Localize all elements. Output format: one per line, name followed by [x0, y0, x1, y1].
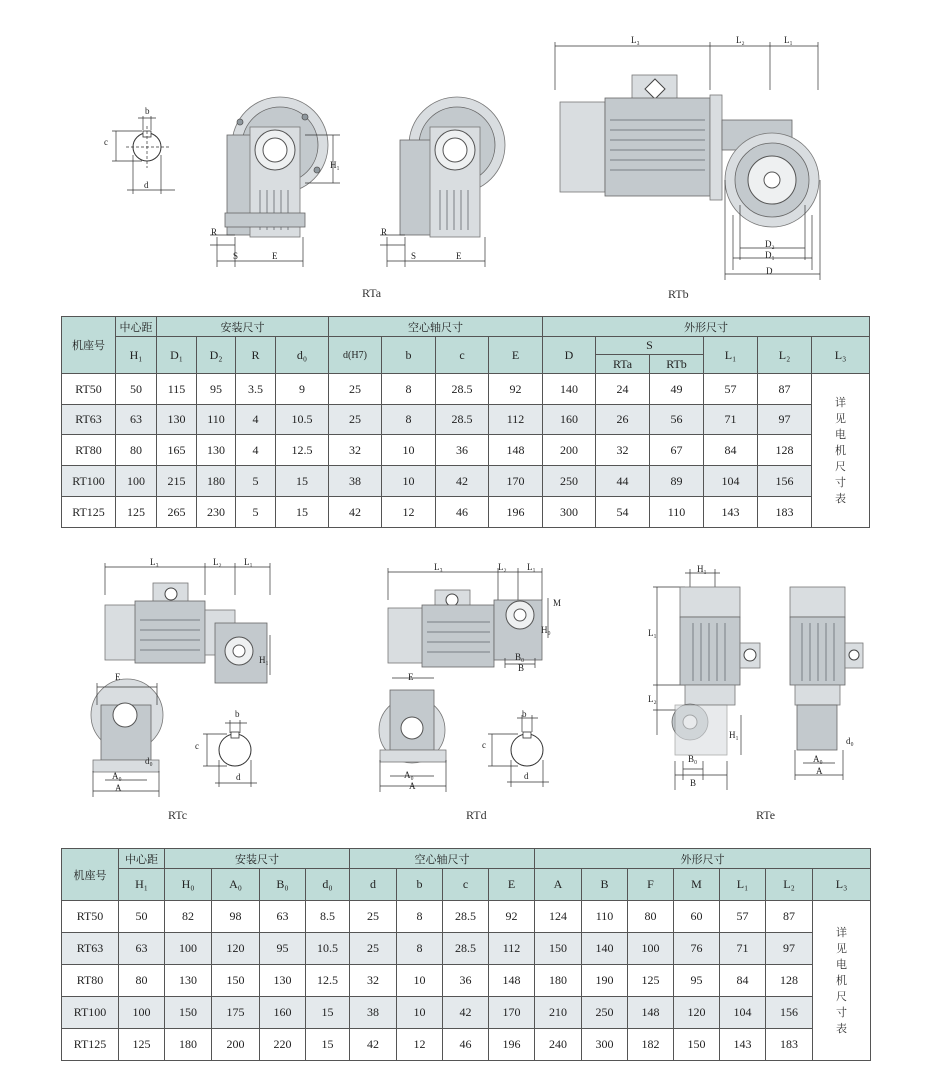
cell: 12	[382, 497, 436, 528]
rtd-drawing	[370, 560, 575, 805]
cell: RT63	[62, 933, 119, 965]
t2-group-shaft: 空心轴尺寸	[350, 849, 535, 869]
t2-col-b0: B₀	[260, 869, 306, 901]
cell: 128	[758, 435, 812, 466]
cell: 300	[582, 1029, 628, 1061]
cell: 240	[535, 1029, 582, 1061]
cell: 196	[489, 1029, 535, 1061]
cell: 150	[674, 1029, 720, 1061]
rte-label-b0: B₀	[688, 754, 698, 764]
cell: 150	[212, 965, 260, 997]
cell: 110	[197, 405, 236, 435]
t1-col-d0: d₀	[276, 337, 329, 374]
t1-col-b: b	[382, 337, 436, 374]
cell: 46	[436, 497, 489, 528]
rte-caption: RTe	[756, 808, 776, 822]
cell: 115	[157, 374, 197, 405]
note-char: 电	[836, 957, 848, 971]
table-row	[62, 466, 870, 497]
rtc-label-h1: H₁	[259, 655, 269, 665]
cell: 112	[489, 405, 543, 435]
cell: 300	[543, 497, 596, 528]
cell: 92	[489, 901, 535, 933]
cell: 36	[436, 435, 489, 466]
rtc-label-e: E	[115, 672, 121, 682]
cell: 87	[758, 374, 812, 405]
note-char: 详	[836, 925, 848, 939]
cell: 190	[582, 965, 628, 997]
rtd-label-d: d	[524, 771, 529, 781]
cell: 44	[596, 466, 650, 497]
cell: 57	[704, 374, 758, 405]
shaft-label-b: b	[145, 106, 150, 116]
cell: 57	[720, 901, 766, 933]
note-char: 机	[836, 973, 848, 987]
t2-col-f: F	[628, 869, 674, 901]
t1-note-see-motor-table	[812, 374, 870, 528]
rtd-label-b0: B₀	[515, 652, 525, 662]
cell: 180	[165, 1029, 212, 1061]
rtb-label-l2: L₂	[736, 35, 745, 45]
note-char: 见	[835, 411, 846, 425]
cell: 87	[766, 901, 813, 933]
cell: 9	[276, 374, 329, 405]
cell: 160	[543, 405, 596, 435]
cell: 175	[212, 997, 260, 1029]
cell: RT80	[62, 965, 119, 997]
rte-label-l1: L₁	[648, 628, 657, 638]
cell: 120	[674, 997, 720, 1029]
cell: 3.5	[236, 374, 276, 405]
cell: 60	[674, 901, 720, 933]
spec-table-rtc-rtd-rte	[61, 848, 871, 1061]
cell: 10	[382, 466, 436, 497]
cell: 125	[119, 1029, 165, 1061]
rta-drawing-1	[205, 95, 345, 270]
rta-label-h1: H₁	[330, 160, 340, 170]
t2-col-d: d	[350, 869, 397, 901]
rtb-drawing	[550, 30, 850, 285]
cell: 38	[329, 466, 382, 497]
t1-group-outline: 外形尺寸	[543, 317, 870, 337]
t2-col-a: A	[535, 869, 582, 901]
cell: 140	[543, 374, 596, 405]
t1-col-d: D	[543, 337, 596, 374]
cell: 130	[260, 965, 306, 997]
t2-col-b: b	[397, 869, 443, 901]
t1-col-e: E	[489, 337, 543, 374]
cell: RT100	[62, 997, 119, 1029]
cell: 50	[119, 901, 165, 933]
cell: 124	[535, 901, 582, 933]
rta2-label-e: E	[456, 251, 462, 261]
table-row	[62, 1029, 871, 1061]
cell: 50	[116, 374, 157, 405]
rtd-label-l2: L₂	[498, 562, 507, 572]
rta-label-r: R	[211, 227, 218, 237]
rtb-caption: RTb	[668, 287, 689, 301]
cell: 28.5	[436, 374, 489, 405]
t2-col-d0: d₀	[306, 869, 350, 901]
t2-col-bb: B	[582, 869, 628, 901]
cell: 42	[443, 997, 489, 1029]
cell: 148	[489, 965, 535, 997]
rtc-label-d0: d₀	[145, 756, 153, 766]
t2-col-l2: L₂	[766, 869, 813, 901]
cell: 12.5	[276, 435, 329, 466]
table-row	[62, 997, 871, 1029]
cell: 98	[212, 901, 260, 933]
rtd-label-c: c	[482, 740, 486, 750]
cell: 10	[397, 965, 443, 997]
cell: 140	[582, 933, 628, 965]
cell: 5	[236, 466, 276, 497]
cell: 42	[436, 466, 489, 497]
rtd-label-a: A	[409, 781, 416, 791]
t2-note-see-motor-table	[813, 901, 871, 1061]
cell: 230	[197, 497, 236, 528]
cell: 54	[596, 497, 650, 528]
cell: 36	[443, 965, 489, 997]
cell: 63	[260, 901, 306, 933]
t1-col-l3: L₃	[812, 337, 870, 374]
cell: 10	[397, 997, 443, 1029]
table-row	[62, 435, 870, 466]
cell: 110	[582, 901, 628, 933]
cell: 15	[306, 1029, 350, 1061]
cell: 148	[628, 997, 674, 1029]
t1-group-center: 中心距	[116, 317, 157, 337]
t1-col-l1: L₁	[704, 337, 758, 374]
t1-col-r: R	[236, 337, 276, 374]
cell: 25	[329, 405, 382, 435]
rte-label-d0: d₀	[846, 736, 854, 746]
rtc-label-b: b	[235, 709, 240, 719]
rta-label-s: S	[233, 251, 239, 261]
table-row	[62, 374, 870, 405]
cell: 15	[276, 466, 329, 497]
rta2-label-r: R	[381, 227, 388, 237]
cell: 170	[489, 466, 543, 497]
t2-col-a0: A₀	[212, 869, 260, 901]
cell: 120	[212, 933, 260, 965]
cell: 24	[596, 374, 650, 405]
cell: 215	[157, 466, 197, 497]
table-row	[62, 901, 871, 933]
cell: 84	[720, 965, 766, 997]
cell: 32	[350, 965, 397, 997]
rtd-caption: RTd	[466, 808, 487, 822]
cell: 4	[236, 435, 276, 466]
cell: 265	[157, 497, 197, 528]
rte-label-a0: A₀	[813, 754, 823, 764]
t2-row-header: 机座号	[62, 849, 119, 901]
t1-row-header: 机座号	[62, 317, 116, 374]
cell: 32	[329, 435, 382, 466]
t2-col-l1: L₁	[720, 869, 766, 901]
cell: 26	[596, 405, 650, 435]
cell: 4	[236, 405, 276, 435]
cell: 15	[306, 997, 350, 1029]
cell: 148	[489, 435, 543, 466]
cell: 32	[596, 435, 650, 466]
cell: 25	[350, 933, 397, 965]
note-char: 表	[836, 1021, 848, 1035]
rta-drawing-2	[375, 95, 515, 270]
rte-label-bb: B	[690, 778, 697, 788]
t1-col-h1: H₁	[116, 337, 157, 374]
t1-col-s-rtb: RTb	[650, 355, 704, 374]
rte-label-h0: H₁	[729, 730, 739, 740]
t2-col-m: M	[674, 869, 720, 901]
cell: 128	[766, 965, 813, 997]
cell: 180	[197, 466, 236, 497]
cell: 165	[157, 435, 197, 466]
note-char: 详	[835, 395, 846, 409]
rtd-label-a0: A₀	[404, 770, 414, 780]
rtc-label-a0: A₀	[112, 771, 122, 781]
rte-label-h1: H₁	[697, 564, 707, 574]
rtc-caption: RTc	[168, 808, 188, 822]
cell: 104	[720, 997, 766, 1029]
table-row	[62, 405, 870, 435]
cell: 10.5	[306, 933, 350, 965]
cell: 220	[260, 1029, 306, 1061]
cell: 8	[397, 933, 443, 965]
rtd-label-bb: B	[518, 663, 525, 673]
cell: 12.5	[306, 965, 350, 997]
rtc-label-l2: L₂	[213, 557, 222, 567]
cell: 143	[720, 1029, 766, 1061]
cell: RT50	[62, 374, 116, 405]
cell: 42	[329, 497, 382, 528]
t1-col-c: c	[436, 337, 489, 374]
cell: 42	[350, 1029, 397, 1061]
rtb-label-d2: D₂	[765, 239, 775, 249]
note-char: 见	[836, 941, 848, 955]
t1-col-d1: D₁	[157, 337, 197, 374]
t2-group-install: 安装尺寸	[165, 849, 350, 869]
cell: 28.5	[436, 405, 489, 435]
t1-col-dh7: d(H7)	[329, 337, 382, 374]
rtd-label-h0: H₀	[541, 625, 551, 635]
rtd-label-l3: L₃	[434, 562, 443, 572]
t1-group-install: 安装尺寸	[157, 317, 329, 337]
cell: RT50	[62, 901, 119, 933]
shaft-label-c: c	[104, 137, 108, 147]
cell: 28.5	[443, 933, 489, 965]
cell: 97	[758, 405, 812, 435]
cell: 100	[165, 933, 212, 965]
cell: 100	[119, 997, 165, 1029]
cell: 10.5	[276, 405, 329, 435]
cell: 183	[766, 1029, 813, 1061]
rta-label-e: E	[272, 251, 278, 261]
cell: 46	[443, 1029, 489, 1061]
note-char: 表	[835, 491, 846, 505]
cell: 80	[119, 965, 165, 997]
cell: 125	[628, 965, 674, 997]
cell: 200	[543, 435, 596, 466]
cell: 63	[116, 405, 157, 435]
rtc-drawing	[75, 555, 280, 805]
rtc-label-c: c	[195, 741, 199, 751]
cell: RT125	[62, 497, 116, 528]
cell: 100	[628, 933, 674, 965]
cell: 95	[674, 965, 720, 997]
cell: 150	[165, 997, 212, 1029]
cell: 63	[119, 933, 165, 965]
rtc-label-d: d	[236, 772, 241, 782]
cell: 80	[628, 901, 674, 933]
cell: RT100	[62, 466, 116, 497]
t2-col-l3: L₃	[813, 869, 871, 901]
note-char: 机	[835, 443, 846, 457]
note-char: 电	[835, 427, 846, 441]
cell: 183	[758, 497, 812, 528]
t2-group-center: 中心距	[119, 849, 165, 869]
note-char: 寸	[836, 1005, 848, 1019]
cell: 130	[165, 965, 212, 997]
rtd-label-b: b	[522, 709, 527, 719]
cell: 130	[157, 405, 197, 435]
note-char: 尺	[836, 989, 848, 1003]
cell: 71	[720, 933, 766, 965]
cell: 84	[704, 435, 758, 466]
t2-group-outline: 外形尺寸	[535, 849, 871, 869]
rtb-label-d: D	[766, 266, 773, 276]
cell: 28.5	[443, 901, 489, 933]
cell: 210	[535, 997, 582, 1029]
spec-table-rta-rtb	[61, 316, 870, 528]
cell: 97	[766, 933, 813, 965]
t1-col-s: S	[596, 337, 704, 355]
t1-group-shaft: 空心轴尺寸	[329, 317, 543, 337]
cell: 8	[382, 374, 436, 405]
cell: 76	[674, 933, 720, 965]
cell: 8	[397, 901, 443, 933]
cell: 25	[350, 901, 397, 933]
cell: RT63	[62, 405, 116, 435]
cell: 8.5	[306, 901, 350, 933]
rtc-label-l1: L₁	[244, 557, 253, 567]
table-row	[62, 497, 870, 528]
cell: 250	[543, 466, 596, 497]
rtb-label-l3: L₃	[631, 35, 640, 45]
t1-col-l2: L₂	[758, 337, 812, 374]
cell: 82	[165, 901, 212, 933]
rte-label-a: A	[816, 766, 823, 776]
rtd-label-m: M	[553, 598, 562, 608]
cell: 160	[260, 997, 306, 1029]
t2-col-h1: H₁	[119, 869, 165, 901]
cell: 200	[212, 1029, 260, 1061]
cell: 8	[382, 405, 436, 435]
cell: 89	[650, 466, 704, 497]
cell: 130	[197, 435, 236, 466]
cell: 10	[382, 435, 436, 466]
cell: 15	[276, 497, 329, 528]
cell: 12	[397, 1029, 443, 1061]
table-row	[62, 965, 871, 997]
cell: 125	[116, 497, 157, 528]
rtb-label-d1: D₁	[765, 250, 775, 260]
rtb-label-l1: L₁	[784, 35, 793, 45]
cell: 100	[116, 466, 157, 497]
cell: 104	[704, 466, 758, 497]
cell: 80	[116, 435, 157, 466]
rte-drawing	[645, 565, 870, 805]
rta2-label-s: S	[411, 251, 417, 261]
cell: RT80	[62, 435, 116, 466]
cell: 170	[489, 997, 535, 1029]
rtd-label-l1: L₁	[527, 562, 536, 572]
cell: 150	[535, 933, 582, 965]
cell: 156	[766, 997, 813, 1029]
cell: 112	[489, 933, 535, 965]
cell: 5	[236, 497, 276, 528]
t2-col-e: E	[489, 869, 535, 901]
rta-caption: RTa	[362, 286, 382, 300]
t2-col-c: c	[443, 869, 489, 901]
note-char: 尺	[835, 459, 846, 473]
note-char: 寸	[835, 475, 846, 489]
cell: 250	[582, 997, 628, 1029]
cell: 196	[489, 497, 543, 528]
table-row	[62, 933, 871, 965]
cell: 92	[489, 374, 543, 405]
cell: 71	[704, 405, 758, 435]
rtd-label-e: E	[408, 672, 414, 682]
cell: 49	[650, 374, 704, 405]
cell: 180	[535, 965, 582, 997]
cell: 95	[260, 933, 306, 965]
cell: 110	[650, 497, 704, 528]
rte-label-l2: L₂	[648, 694, 657, 704]
cell: 182	[628, 1029, 674, 1061]
cell: 56	[650, 405, 704, 435]
cell: 156	[758, 466, 812, 497]
rtc-label-l3: L₃	[150, 557, 159, 567]
rtc-label-a: A	[115, 783, 122, 793]
t1-col-d2: D₂	[197, 337, 236, 374]
cell: 25	[329, 374, 382, 405]
t2-col-h0: H₀	[165, 869, 212, 901]
shaft-label-d: d	[144, 180, 149, 190]
cell: 67	[650, 435, 704, 466]
cell: 95	[197, 374, 236, 405]
t1-col-s-rta: RTa	[596, 355, 650, 374]
cell: 143	[704, 497, 758, 528]
cell: RT125	[62, 1029, 119, 1061]
cell: 38	[350, 997, 397, 1029]
